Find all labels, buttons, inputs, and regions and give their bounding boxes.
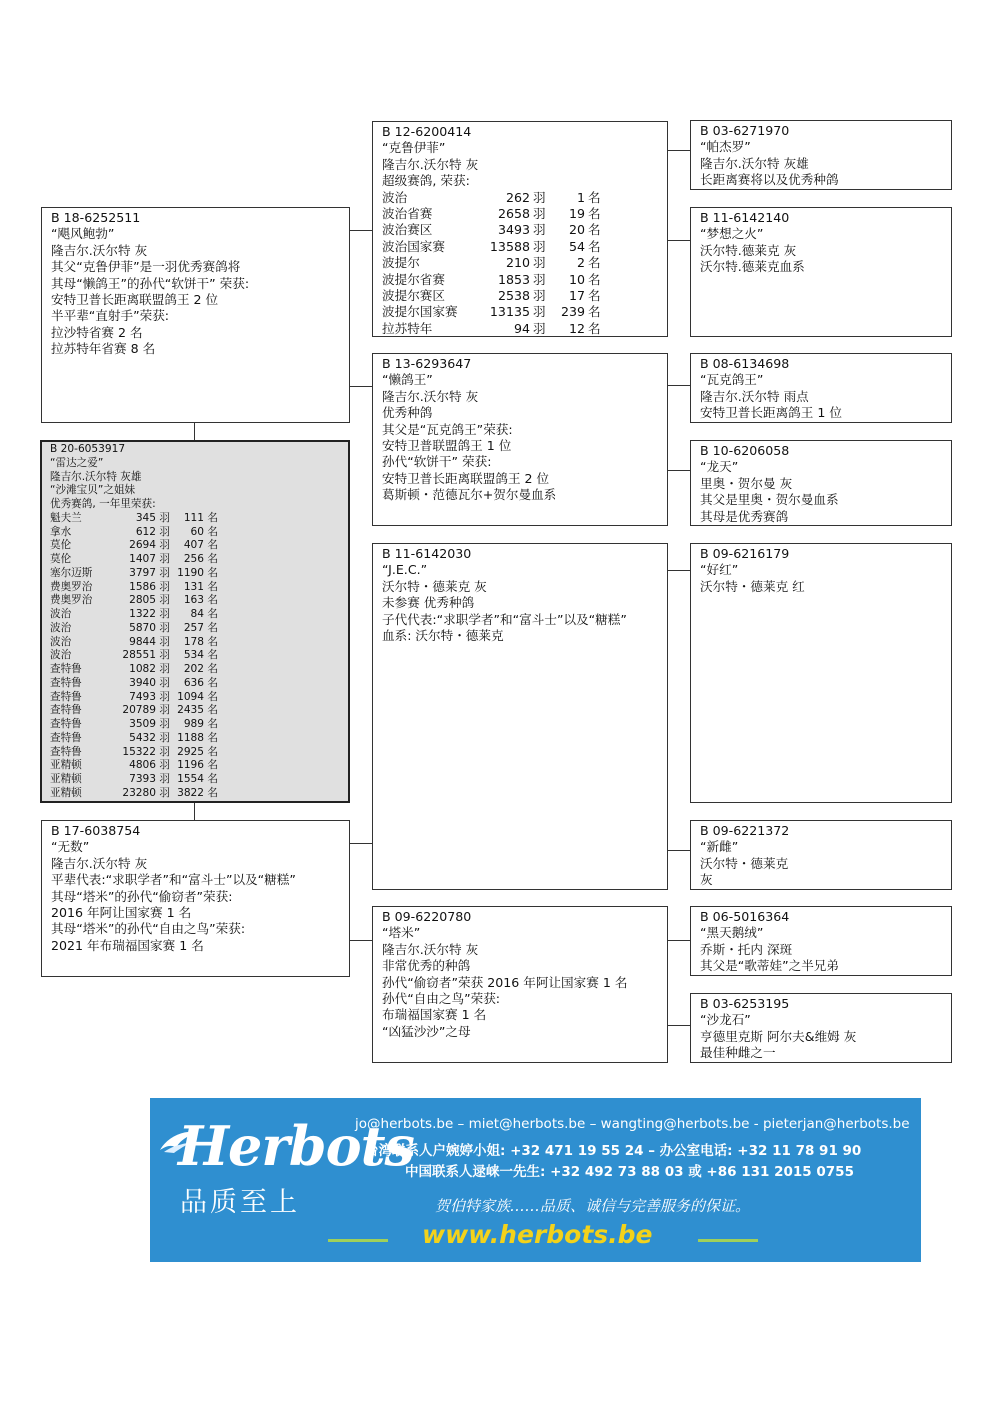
connector-dd-dds — [667, 940, 691, 941]
race-place: 波提尔国家赛 — [382, 304, 458, 320]
unit-birds: 羽 — [533, 238, 546, 254]
race-place: 波治 — [50, 621, 72, 634]
table-row — [50, 622, 218, 636]
race-rank: 256 名 — [183, 553, 218, 565]
banner-china-contact: 中国联系人逯崃一先生: +32 492 73 88 03 或 +86 131 2015 0755 — [405, 1164, 854, 1180]
dss-line: B 09-6216179 — [700, 546, 790, 561]
race-rank: 257 名 — [183, 621, 218, 634]
table-row — [50, 732, 218, 746]
race-place: 波提尔省赛 — [382, 271, 445, 287]
sss-line: 长距离赛将以及优秀种鸽 — [700, 172, 839, 188]
sire-sire-sire-card — [690, 120, 952, 190]
sdd-line: 其父是里奥・贺尔曼血系 — [700, 492, 839, 508]
race-birds: 1407 羽 — [129, 553, 170, 565]
herbots-logo: Herbots — [178, 1114, 414, 1178]
table-row — [382, 206, 608, 222]
dam-line: 2016 年阿让国家赛 1 名 — [51, 905, 192, 921]
ds-line: B 11-6142030 — [382, 546, 472, 561]
race-birds: 3509 羽 — [129, 718, 170, 730]
dam-dam-dam-card — [690, 993, 952, 1063]
race-place: 波治 — [50, 649, 72, 662]
race-place: 查特鲁 — [50, 676, 82, 689]
race-rank: 20 — [568, 222, 585, 238]
sire-dam-card — [372, 353, 668, 526]
race-rank: 1196 名 — [177, 759, 218, 772]
subject-sibling: “沙滩宝贝”之姐妹 — [50, 484, 136, 497]
table-row — [50, 718, 218, 732]
connector-ds-dsd — [667, 850, 691, 851]
race-birds: 2658 — [497, 206, 530, 222]
sd-line: “懒鸽王” — [382, 372, 433, 388]
ds-line: “J.E.C.” — [382, 562, 428, 578]
banner-slogan: 品质至上 — [180, 1187, 300, 1218]
divider-right — [698, 1239, 758, 1242]
race-rank: 163 名 — [183, 594, 218, 607]
unit-rank: 名 — [588, 271, 601, 287]
table-row — [50, 787, 218, 801]
race-birds: 13135 — [489, 304, 530, 320]
race-place: 费奥罗治 — [50, 594, 93, 607]
race-rank: 17 — [568, 288, 585, 304]
dd-line: 孙代“偷窃者”荣获 2016 年阿让国家赛 1 名 — [382, 974, 628, 990]
race-place: 查特鲁 — [50, 704, 82, 717]
connector-sire-sd — [349, 386, 373, 387]
race-birds: 2694 羽 — [129, 539, 170, 552]
unit-rank: 名 — [588, 206, 601, 222]
connector-subject-dam — [194, 802, 195, 821]
unit-rank: 名 — [588, 288, 601, 304]
sire-line: 拉苏特年省赛 8 名 — [51, 341, 156, 357]
race-birds: 7393 羽 — [129, 773, 170, 785]
table-row — [50, 526, 218, 540]
ds-line: 子代代表:“求职学者”和“富斗士”以及“糖糕” — [382, 611, 627, 627]
sire-line: “飓风鲍勃” — [51, 226, 115, 242]
race-birds: 1853 — [497, 271, 530, 287]
ddd-line: B 03-6253195 — [700, 996, 790, 1011]
race-rank: 636 名 — [183, 676, 218, 689]
race-place: 莫伦 — [50, 553, 72, 565]
dam-sire-card — [372, 543, 668, 890]
race-birds: 2538 — [497, 288, 530, 304]
race-birds: 7493 羽 — [129, 690, 170, 703]
race-rank: 239 — [560, 304, 585, 320]
table-row — [50, 704, 218, 718]
race-birds: 345 羽 — [135, 511, 170, 524]
table-row — [50, 608, 218, 622]
sds-line: 安特卫普长距离鸽王 1 位 — [700, 405, 842, 421]
sdd-line: 里奥・贺尔曼 灰 — [700, 475, 793, 491]
banner-tagline: 贺伯特家族……品质、诚信与完善服务的保证。 — [435, 1197, 751, 1215]
sire-sire-dam-card — [690, 207, 952, 337]
dd-line: 布瑞福国家赛 1 名 — [382, 1007, 487, 1023]
table-row — [50, 746, 218, 760]
race-birds: 20789 羽 — [122, 704, 170, 717]
banner-emails[interactable]: jo@herbots.be – miet@herbots.be – wangting@herbots.be - pieterjan@herbots.be — [355, 1116, 910, 1132]
race-birds: 262 — [505, 189, 530, 205]
unit-rank: 名 — [588, 320, 601, 336]
herbots-banner — [150, 1098, 921, 1262]
sds-line: B 08-6134698 — [700, 356, 790, 371]
race-place: 魁夫兰 — [50, 511, 82, 524]
race-rank: 3822 名 — [177, 786, 218, 799]
table-row — [382, 272, 608, 288]
race-place: 波治 — [50, 608, 72, 620]
sire-line: 半平辈“直射手”荣获: — [51, 308, 170, 324]
dam-line: 隆吉尔.沃尔特 灰 — [51, 855, 148, 871]
race-rank: 407 名 — [183, 539, 218, 552]
race-birds: 210 — [505, 255, 530, 271]
race-place: 查特鲁 — [50, 745, 82, 758]
unit-birds: 羽 — [533, 206, 546, 222]
sire-sire-card — [372, 121, 668, 337]
dds-line: B 06-5016364 — [700, 909, 790, 924]
race-place: 波治 — [382, 189, 408, 205]
connector-dam-ds — [349, 843, 373, 844]
race-place: 查特鲁 — [50, 690, 82, 703]
race-place: 波治赛区 — [382, 222, 433, 238]
sd-line: 其父是“瓦克鸽王”荣获: — [382, 421, 513, 437]
sd-line: B 13-6293647 — [382, 356, 472, 371]
race-place: 波治省赛 — [382, 206, 433, 222]
sd-line: 安特卫普联盟鸽王 1 位 — [382, 438, 512, 454]
sire-sire-results-table — [382, 190, 608, 337]
unit-rank: 名 — [588, 189, 601, 205]
table-row — [382, 304, 608, 320]
dd-line: 孙代“自由之鸟”荣获: — [382, 991, 501, 1007]
race-place: 波治 — [50, 635, 72, 648]
ssd-line: “梦想之火” — [700, 226, 764, 242]
dds-line: “黑天鹅绒” — [700, 925, 764, 941]
unit-birds: 羽 — [533, 255, 546, 271]
sire-dam-sire-card — [690, 353, 952, 423]
race-place: 查特鲁 — [50, 663, 82, 675]
race-birds: 1082 羽 — [129, 663, 170, 675]
unit-birds: 羽 — [533, 304, 546, 320]
dam-line: 2021 年布瑞福国家赛 1 名 — [51, 937, 204, 953]
table-row — [382, 239, 608, 255]
sss-line: “帕杰罗” — [700, 139, 751, 155]
table-row — [50, 581, 218, 595]
subject-name: “雷达之爱” — [50, 456, 104, 469]
sire-line: 其母“懒鸽王”的孙代“软饼干” 荣获: — [51, 275, 250, 291]
race-place: 亚精顿 — [50, 773, 82, 785]
dam-card — [41, 820, 350, 977]
sire-dam-dam-card — [690, 440, 952, 526]
unit-rank: 名 — [588, 222, 601, 238]
race-rank: 2 — [576, 255, 585, 271]
dam-dam-sire-card — [690, 906, 952, 976]
race-birds: 2805 羽 — [129, 594, 170, 607]
race-rank: 12 — [568, 320, 585, 336]
race-place: 亚精顿 — [50, 786, 82, 799]
race-place: 拉苏特年 — [382, 320, 433, 336]
subject-results-table — [50, 512, 218, 801]
table-row — [382, 321, 608, 337]
subject-honor: 优秀赛鸽, 一年里荣获: — [50, 498, 156, 510]
unit-birds: 羽 — [533, 189, 546, 205]
unit-birds: 羽 — [533, 288, 546, 304]
subject-card — [40, 440, 350, 803]
sdd-line: “龙天” — [700, 459, 739, 475]
dam-line: 其母“塔米”的孙代“自由之鸟”荣获: — [51, 921, 246, 937]
race-rank: 534 名 — [183, 649, 218, 662]
ds-line: 血系: 沃尔特・德莱克 — [382, 628, 504, 644]
sdd-line: 其母是优秀赛鸽 — [700, 508, 789, 524]
dds-line: 其父是“歌蒂娃”之半兄弟 — [700, 958, 839, 974]
sds-line: 隆吉尔.沃尔特 雨点 — [700, 388, 809, 404]
dam-sire-dam-card — [690, 820, 952, 890]
race-rank: 19 — [568, 206, 585, 222]
race-rank: 1190 名 — [177, 566, 218, 579]
connector-sire-ss — [349, 230, 373, 231]
ddd-line: 亨德里克斯 阿尔夫&维姆 灰 — [700, 1028, 857, 1044]
ds-line: 沃尔特・德莱克 灰 — [382, 578, 487, 594]
race-birds: 9844 羽 — [129, 635, 170, 648]
table-row — [50, 567, 218, 581]
race-birds: 23280 羽 — [122, 786, 170, 799]
connector-ds-dss — [667, 570, 691, 571]
divider-left — [328, 1239, 388, 1242]
ssd-line: B 11-6142140 — [700, 210, 790, 225]
dsd-line: “新雌” — [700, 839, 739, 855]
race-birds: 4806 羽 — [129, 759, 170, 772]
dsd-line: B 09-6221372 — [700, 823, 790, 838]
dss-line: “好红” — [700, 562, 739, 578]
race-place: 塞尔迈斯 — [50, 566, 93, 579]
table-row — [50, 539, 218, 553]
banner-taiwan-contact: 台湾联系人户婉婷小姐: +32 471 19 55 24 – 办公室电话: +32 11 78 91 90 — [365, 1143, 862, 1159]
race-birds: 5432 羽 — [129, 731, 170, 744]
race-rank: 131 名 — [183, 580, 218, 593]
table-row — [50, 759, 218, 773]
sds-line: “瓦克鸽王” — [700, 372, 764, 388]
sd-line: 优秀种鸽 — [382, 405, 433, 421]
race-birds: 13588 — [489, 238, 530, 254]
table-row — [50, 636, 218, 650]
race-place: 费奥罗治 — [50, 580, 93, 593]
sd-line: 隆吉尔.沃尔特 灰 — [382, 388, 479, 404]
table-row — [50, 663, 218, 677]
table-row — [382, 222, 608, 238]
unit-rank: 名 — [588, 238, 601, 254]
connector-ss-sss — [667, 150, 691, 151]
race-rank: 202 名 — [183, 663, 218, 675]
sire-line: 其父“克鲁伊菲”是一羽优秀赛鸽将 — [51, 259, 241, 275]
race-rank: 1094 名 — [177, 690, 218, 703]
race-birds: 1586 羽 — [129, 580, 170, 593]
dd-line: 非常优秀的种鸽 — [382, 958, 471, 974]
table-row — [50, 773, 218, 787]
dd-line: “塔米” — [382, 925, 421, 941]
dam-sire-sire-card — [690, 543, 952, 803]
dsd-line: 灰 — [700, 872, 713, 888]
race-birds: 15322 羽 — [122, 745, 170, 758]
race-rank: 111 名 — [183, 511, 218, 524]
connector-dd-ddd — [667, 1025, 691, 1026]
sire-line: B 18-6252511 — [51, 210, 141, 225]
table-row — [382, 255, 608, 271]
ds-line: 未参赛 优秀种鸽 — [382, 595, 475, 611]
race-birds: 612 羽 — [135, 525, 170, 538]
race-birds: 3493 — [497, 222, 530, 238]
unit-rank: 名 — [588, 255, 601, 271]
dsd-line: 沃尔特・德莱克 — [700, 855, 789, 871]
ss-header-line: 隆吉尔.沃尔特 灰 — [382, 156, 479, 172]
race-place: 亚精顿 — [50, 759, 82, 772]
race-place: 波提尔赛区 — [382, 288, 445, 304]
race-place: 波治国家赛 — [382, 238, 445, 254]
sire-line: 安特卫普长距离联盟鸽王 2 位 — [51, 292, 219, 308]
unit-birds: 羽 — [533, 222, 546, 238]
connector-sd-sds — [667, 385, 691, 386]
race-rank: 60 名 — [190, 525, 218, 538]
connector-dam-dd — [349, 940, 373, 941]
race-place: 查特鲁 — [50, 731, 82, 744]
table-row — [50, 512, 218, 526]
ddd-line: 最佳种雌之一 — [700, 1045, 776, 1061]
sd-line: 孙代“软饼干” 荣获: — [382, 454, 492, 470]
race-place: 查特鲁 — [50, 718, 82, 730]
dds-line: 乔斯・托内 深斑 — [700, 941, 793, 957]
table-row — [382, 288, 608, 304]
dam-dam-card — [372, 906, 668, 1063]
race-rank: 178 名 — [183, 635, 218, 648]
ssd-line: 沃尔特.德莱克 灰 — [700, 242, 797, 258]
dd-line: B 09-6220780 — [382, 909, 472, 924]
race-birds: 28551 羽 — [122, 649, 170, 662]
ddd-line: “沙龙石” — [700, 1012, 751, 1028]
race-birds: 1322 羽 — [129, 608, 170, 620]
table-row — [382, 190, 608, 206]
website-link[interactable]: www.herbots.be — [422, 1220, 653, 1249]
sire-line: 拉沙特省赛 2 名 — [51, 324, 143, 340]
race-birds: 3940 羽 — [129, 676, 170, 689]
sss-line: B 03-6271970 — [700, 123, 790, 138]
ss-header-line: 超级赛鸽, 荣获: — [382, 173, 470, 189]
race-rank: 2435 名 — [177, 704, 218, 717]
table-row — [50, 691, 218, 705]
dam-line: 平辈代表:“求职学者”和“富斗士”以及“糖糕” — [51, 872, 296, 888]
race-place: 莫伦 — [50, 539, 72, 552]
race-rank: 1554 名 — [177, 773, 218, 785]
ssd-line: 沃尔特.德莱克血系 — [700, 259, 805, 275]
sss-line: 隆吉尔.沃尔特 灰雄 — [700, 155, 809, 171]
unit-birds: 羽 — [533, 320, 546, 336]
sd-line: 葛斯顿・范德瓦尔+贺尔曼血系 — [382, 487, 557, 503]
sire-card — [41, 207, 350, 423]
table-row — [50, 649, 218, 663]
race-rank: 1 — [576, 189, 585, 205]
subject-breeder: 隆吉尔.沃尔特 灰雄 — [50, 470, 142, 483]
race-rank: 54 — [568, 238, 585, 254]
race-birds: 94 — [513, 320, 530, 336]
connector-subject-sire — [194, 422, 195, 441]
race-rank: 989 名 — [183, 718, 218, 730]
sd-line: 安特卫普长距离联盟鸽王 2 位 — [382, 470, 550, 486]
sire-line: 隆吉尔.沃尔特 灰 — [51, 242, 148, 258]
dss-line: 沃尔特・德莱克 红 — [700, 578, 805, 594]
table-row — [50, 594, 218, 608]
race-birds: 3797 羽 — [129, 566, 170, 579]
race-birds: 5870 羽 — [129, 621, 170, 634]
table-row — [50, 677, 218, 691]
unit-birds: 羽 — [533, 271, 546, 287]
race-rank: 2925 名 — [177, 745, 218, 758]
ss-header-line: “克鲁伊菲” — [382, 140, 446, 156]
race-place: 拿水 — [50, 525, 72, 538]
race-rank: 84 名 — [190, 608, 218, 620]
race-rank: 1188 名 — [177, 731, 218, 744]
dam-line: 其母“塔米”的孙代“偷窃者”荣获: — [51, 888, 233, 904]
sdd-line: B 10-6206058 — [700, 443, 790, 458]
table-row — [50, 553, 218, 567]
connector-ss-ssd — [667, 240, 691, 241]
ss-header-line: B 12-6200414 — [382, 124, 472, 139]
race-rank: 10 — [568, 271, 585, 287]
race-place: 波提尔 — [382, 255, 420, 271]
subject-ring: B 20-6053917 — [50, 443, 126, 455]
connector-sd-sdd — [667, 470, 691, 471]
unit-rank: 名 — [588, 304, 601, 320]
dd-line: “凶猛沙沙”之母 — [382, 1023, 471, 1039]
dam-line: “无数” — [51, 839, 90, 855]
dd-line: 隆吉尔.沃尔特 灰 — [382, 941, 479, 957]
dam-line: B 17-6038754 — [51, 823, 141, 838]
